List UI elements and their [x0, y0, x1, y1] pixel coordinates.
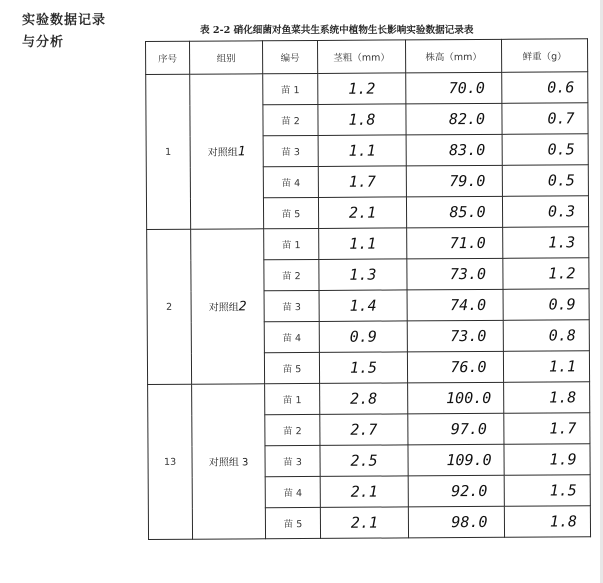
- stem-value: 2.5: [320, 445, 408, 477]
- weight-value: 1.5: [504, 475, 590, 507]
- stem-value: 1.7: [318, 166, 406, 198]
- seedling-id: 苗 1: [263, 73, 318, 104]
- weight-value: 0.9: [503, 289, 589, 321]
- height-value: 82.0: [406, 103, 502, 135]
- stem-value: 2.7: [320, 414, 408, 446]
- height-value: 79.0: [406, 165, 502, 197]
- stem-value: 1.2: [318, 73, 406, 105]
- group-name-cell: [191, 229, 265, 384]
- group-name: 对照组: [207, 147, 238, 159]
- group-index: 1: [146, 74, 191, 229]
- seedling-id: 苗 4: [265, 476, 320, 507]
- height-value: 73.0: [407, 320, 503, 352]
- height-value: 97.0: [408, 413, 504, 445]
- table-row: [148, 382, 590, 416]
- weight-value: 1.9: [504, 444, 590, 476]
- weight-value: 1.8: [504, 506, 590, 538]
- weight-value: 0.7: [502, 103, 588, 135]
- seedling-id: 苗 5: [265, 507, 320, 538]
- group-name-cell: [192, 384, 266, 539]
- seedling-id: 苗 2: [264, 259, 319, 290]
- table-title: 表 2-2 硝化细菌对鱼菜共生系统中植物生长影响实验数据记录表: [200, 25, 474, 36]
- seedling-id: 苗 3: [264, 290, 319, 321]
- stem-value: 2.1: [320, 476, 408, 508]
- side-heading-line2: 与分析: [22, 35, 65, 50]
- stem-value: 1.4: [319, 290, 407, 322]
- weight-value: 1.8: [504, 382, 590, 414]
- group-index: 2: [147, 229, 192, 384]
- seedling-id: 苗 1: [264, 228, 319, 259]
- height-value: 83.0: [406, 134, 502, 166]
- weight-value: 0.6: [502, 72, 588, 104]
- group-name-handwritten: 2: [238, 299, 247, 315]
- stem-value: 1.1: [318, 135, 406, 167]
- side-heading-line1: 实验数据记录: [22, 13, 107, 28]
- weight-value: 1.3: [503, 227, 589, 259]
- stem-value: 1.3: [319, 259, 407, 291]
- stem-value: 2.1: [320, 507, 408, 539]
- stem-value: 0.9: [319, 321, 407, 353]
- weight-value: 0.8: [503, 320, 589, 352]
- seedling-id: 苗 3: [265, 445, 320, 476]
- height-value: 76.0: [407, 351, 503, 383]
- stem-value: 1.5: [319, 352, 407, 384]
- height-value: 85.0: [406, 196, 502, 228]
- header-row: [146, 39, 588, 75]
- header-stem: 茎粗（mm）: [317, 40, 405, 74]
- height-value: 71.0: [407, 227, 503, 259]
- data-record-table: [145, 38, 591, 540]
- height-value: 98.0: [408, 506, 504, 538]
- weight-value: 0.5: [502, 165, 588, 197]
- seedling-id: 苗 1: [265, 383, 320, 414]
- height-value: 109.0: [408, 444, 504, 476]
- stem-value: 2.8: [320, 383, 408, 415]
- header-index: 序号: [146, 41, 190, 74]
- seedling-id: 苗 4: [264, 321, 319, 352]
- seedling-id: 苗 5: [263, 197, 318, 228]
- header-id: 编号: [263, 40, 318, 73]
- weight-value: 1.7: [504, 413, 590, 445]
- group-name-handwritten: 1: [237, 144, 246, 160]
- stem-value: 1.8: [318, 104, 406, 136]
- stem-value: 1.1: [319, 228, 407, 260]
- weight-value: 0.3: [502, 196, 588, 228]
- group-name: 对照组 3: [208, 457, 249, 469]
- table-row: [146, 72, 588, 106]
- height-value: 70.0: [406, 72, 502, 104]
- group-index: 13: [148, 384, 193, 539]
- seedling-id: 苗 2: [265, 414, 320, 445]
- header-weight: 鲜重（g）: [501, 39, 587, 73]
- group-name-cell: [190, 74, 264, 229]
- height-value: 92.0: [408, 475, 504, 507]
- height-value: 100.0: [408, 382, 504, 414]
- seedling-id: 苗 4: [263, 166, 318, 197]
- seedling-id: 苗 2: [263, 104, 318, 135]
- header-group: 组别: [190, 41, 263, 74]
- weight-value: 0.5: [502, 134, 588, 166]
- height-value: 74.0: [407, 289, 503, 321]
- height-value: 73.0: [407, 258, 503, 290]
- stem-value: 2.1: [318, 197, 406, 229]
- weight-value: 1.2: [503, 258, 589, 290]
- group-name: 对照组: [208, 302, 239, 314]
- header-height: 株高（mm）: [405, 39, 501, 73]
- weight-value: 1.1: [503, 351, 589, 383]
- table-row: [147, 227, 589, 261]
- seedling-id: 苗 5: [264, 352, 319, 383]
- seedling-id: 苗 3: [263, 135, 318, 166]
